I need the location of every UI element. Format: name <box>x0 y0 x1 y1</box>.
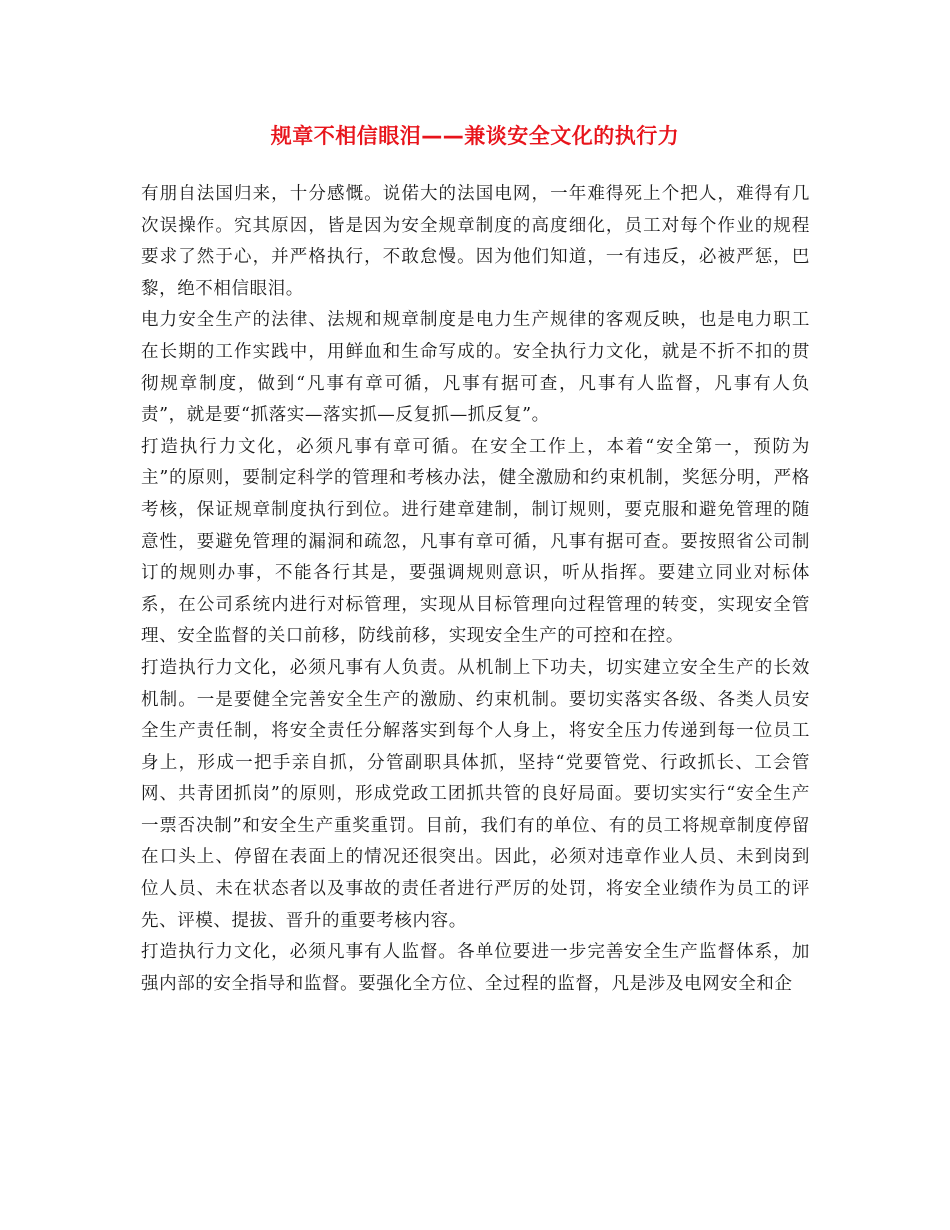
paragraph-1: 有朋自法国归来，十分感慨。说偌大的法国电网，一年难得死上个把人，难得有几次误操作。究其原因，皆是因为安全规章制度的高度细化，员工对每个作业的规程要求了然于心，并严格执行，不敢怠慢。因为他们知道，一有违反，必被严惩，巴黎，绝不相信眼泪。 <box>141 184 810 299</box>
document-body <box>141 179 810 1000</box>
paragraph-4: 打造执行力文化，必须凡事有人负责。从机制上下功夫，切实建立安全生产的长效机制。一是要健全完善安全生产的激励、约束机制。要切实落实各级、各类人员安全生产责任制，将安全责任分解落实到每个人身上，将安全压力传递到每一位员工身上，形成一把手亲自抓，分管副职具体抓，坚持“党要管党、行政抓长、工会管网、共青团抓岗”的原则，形成党政工团抓共管的良好局面。要切实实行“安全生产一票否决制”和安全生产重奖重罚。目前，我们有的单位、有的员工将规章制度停留在口头上、停留在表面上的情况还很突出。因此，必须对违章作业人员、未到岗到位人员、未在状态者以及事故的责任者进行严厉的处罚，将安全业绩作为员工的评先、评模、提拔、晋升的重要考核内容。 <box>141 657 810 931</box>
paragraph-2: 电力安全生产的法律、法规和规章制度是电力生产规律的客观反映，也是电力职工在长期的工作实践中，用鲜血和生命写成的。安全执行力文化，就是不折不扣的贯彻规章制度，做到“凡事有章可循，凡事有据可查，凡事有人监督，凡事有人负责”，就是要“抓落实—落实抓—反复抓—抓反复”。 <box>141 310 810 426</box>
paragraph-3: 打造执行力文化，必须凡事有章可循。在安全工作上，本着“安全第一，预防为主”的原则，要制定科学的管理和考核办法，健全激励和约束机制，奖惩分明，严格考核，保证规章制度执行到位。进行建章建制，制订规则，要克服和避免管理的随意性，要避免管理的漏洞和疏忽，凡事有章可循，凡事有据可查。要按照省公司制订的规则办事，不能各行其是，要强调规则意识，听从指挥。要建立同业对标体系，在公司系统内进行对标管理，实现从目标管理向过程管理的转变，实现安全管理、安全监督的关口前移，防线前移，实现安全生产的可控和在控。 <box>141 436 810 647</box>
document-title: 规章不相信眼泪——兼谈安全文化的执行力 <box>270 124 680 148</box>
paragraph-5: 打造执行力文化，必须凡事有人监督。各单位要进一步完善安全生产监督体系，加强内部的安全指导和监督。要强化全方位、全过程的监督，凡是涉及电网安全和企 <box>141 942 810 994</box>
